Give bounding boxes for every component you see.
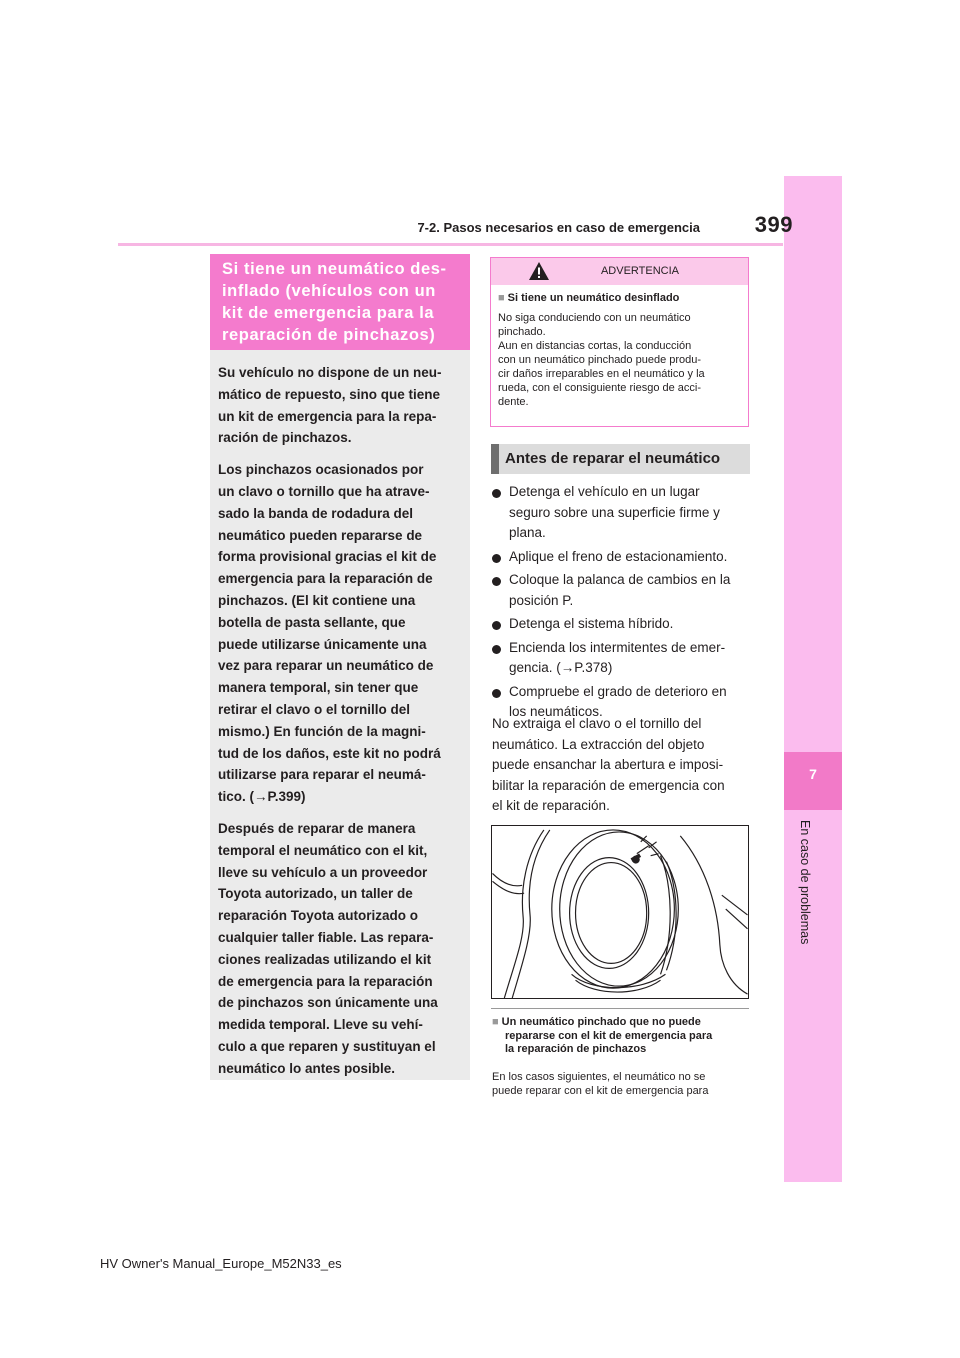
list-item [492, 482, 750, 544]
text-line: temporal el neumático con el kit, [218, 842, 428, 858]
chapter-label: En caso de problemas [798, 820, 812, 945]
text-line: repararse con el kit de emergencia para [505, 1029, 713, 1042]
text-line: utilizarse para reparar el neumá- [218, 767, 426, 783]
list-item [492, 638, 750, 679]
text-line: medida temporal. Lleve su vehí- [218, 1017, 423, 1033]
text-line: reparación Toyota autorizado o [218, 908, 419, 924]
text-line: Detenga el sistema híbrido. [509, 616, 674, 631]
text-line: forma provisional gracias el kit de [218, 549, 437, 565]
note-title [492, 1016, 750, 1057]
warning-text [498, 311, 743, 409]
text-line: emergencia para la reparación de [218, 571, 433, 587]
bullet-dot-icon [492, 577, 501, 586]
text-line: Detenga el vehículo en un lugar [509, 484, 700, 499]
page-reference-link[interactable]: gencia. (→P.378) [509, 660, 613, 675]
text-line: Su vehículo no dispone de un neu- [218, 365, 442, 380]
text-line: Aplique el freno de estacionamiento. [509, 548, 728, 564]
text-line: dente. [498, 396, 529, 408]
header-rule [118, 243, 783, 246]
note-text [492, 1070, 750, 1098]
bullet-dot-icon [492, 554, 501, 563]
text-line: neumático lo antes posible. [218, 1060, 396, 1076]
section-heading: Antes de reparar el neumático [505, 450, 721, 467]
text-line: En los casos siguientes, el neumático no se [492, 1071, 706, 1083]
text-line: pinchado. [498, 326, 546, 338]
punctured-tire-illustration [491, 825, 749, 999]
warning-subtitle-text: Si tiene un neumático desinflado [507, 292, 680, 304]
text-line: la reparación de pinchazos [505, 1043, 647, 1055]
text-line: Aun en distancias cortas, la conducción [498, 340, 692, 352]
text-line: No extraiga el clavo o el tornillo del [492, 716, 702, 731]
bullet-dot-icon [492, 489, 501, 498]
text-line: neumático. La extracción del objeto [492, 736, 705, 752]
intro-heading [222, 258, 462, 346]
text-line: puede ensanchar la abertura e imposi- [492, 757, 724, 772]
section-title: 7-2. Pasos necesarios en caso de emergencia [417, 220, 700, 235]
text-line: pinchazos. (El kit contiene una [218, 592, 416, 608]
text-line: Compruebe el grado de deterioro en [509, 683, 727, 699]
text-line: culo a que reparen y sustituyan el [218, 1038, 436, 1054]
text-line: posición P. [509, 592, 574, 608]
square-bullet-icon: ■ [492, 1016, 499, 1028]
text-line: neumático pueden repararse de [218, 527, 423, 543]
text-line: botella de pasta sellante, que [218, 614, 406, 630]
warning-subtitle [498, 292, 743, 304]
text-line: cir daños irreparables en el neumático y la [498, 368, 705, 380]
intro-body [218, 362, 464, 1090]
text-line: mismo.) En función de la magni- [218, 723, 426, 739]
intro-heading-line: inflado (vehículos con un [222, 282, 436, 300]
text-line: el kit de reparación. [492, 798, 610, 813]
text-line: Después de reparar de manera [218, 820, 416, 836]
text-line: Encienda los intermitentes de emer- [509, 639, 726, 655]
text-line: bilitar la reparación de emergencia con [492, 777, 725, 793]
text-line: Toyota autorizado, un taller de [218, 886, 413, 902]
intro-paragraph-1 [218, 362, 464, 449]
list-item [492, 570, 750, 611]
intro-heading-line: reparación de pinchazos) [222, 326, 436, 344]
chapter-label-container [798, 820, 828, 1020]
text-line: manera temporal, sin tener que [218, 680, 419, 696]
note-title-wrap [492, 1016, 750, 1057]
text-line: retirar el clavo o el tornillo del [218, 701, 411, 717]
bullet-dot-icon [492, 689, 501, 698]
text-line: puede utilizarse únicamente una [218, 636, 427, 652]
text-line: puede reparar con el kit de emergencia para [492, 1085, 709, 1097]
text-line: los neumáticos. [509, 704, 603, 719]
text-line: de pinchazos son únicamente una [218, 995, 438, 1011]
footer-manual-id: HV Owner's Manual_Europe_M52N33_es [100, 1256, 342, 1271]
bullet-dot-icon [492, 645, 501, 654]
bullet-dot-icon [492, 621, 501, 630]
step-list [492, 482, 750, 726]
text-line: plana. [509, 525, 546, 540]
square-bullet-icon: ■ [498, 292, 505, 304]
text-line: lleve su vehículo a un proveedor [218, 864, 428, 880]
text-line: de emergencia para la reparación [218, 973, 433, 989]
text-line: tud de los daños, este kit no podrá [218, 745, 441, 761]
intro-paragraph-2 [218, 459, 464, 808]
text-line: ciones realizadas utilizando el kit [218, 951, 432, 967]
text-line: Coloque la palanca de cambios en la [509, 572, 731, 587]
chapter-side-tab [784, 176, 842, 1182]
text-line: mático de repuesto, sino que tiene [218, 386, 441, 402]
nail-removal-paragraph [492, 714, 750, 817]
text-line: Un neumático pinchado que no puede [501, 1016, 701, 1028]
page-number: 399 [754, 212, 793, 237]
text-line: un kit de emergencia para la repa- [218, 408, 437, 424]
text-line: seguro sobre una superficie firme y [509, 504, 720, 520]
text-line: rueda, con el consiguiente riesgo de acci- [498, 382, 702, 394]
list-item [492, 547, 750, 568]
divider [491, 1008, 749, 1009]
text-line: sado la banda de rodadura del [218, 505, 414, 521]
text-line: Los pinchazos ocasionados por [218, 462, 424, 478]
text-line: cualquier taller fiable. Las repara- [218, 929, 434, 945]
intro-paragraph-3 [218, 818, 464, 1080]
intro-heading-line: kit de emergencia para la [222, 304, 435, 322]
text-line: vez para reparar un neumático de [218, 658, 434, 674]
text-line: con un neumático pinchado puede produ- [498, 354, 702, 366]
intro-heading-line: Si tiene un neumático des- [222, 260, 447, 278]
list-item [492, 614, 750, 635]
text-line: No siga conduciendo con un neumático [498, 312, 691, 324]
chapter-number: 7 [809, 766, 817, 782]
page-reference-link[interactable]: tico. (→P.399) [218, 789, 306, 805]
text-line: un clavo o tornillo que ha atrave- [218, 483, 430, 499]
text-line: ración de pinchazos. [218, 430, 352, 446]
warning-title: ADVERTENCIA [600, 265, 680, 277]
